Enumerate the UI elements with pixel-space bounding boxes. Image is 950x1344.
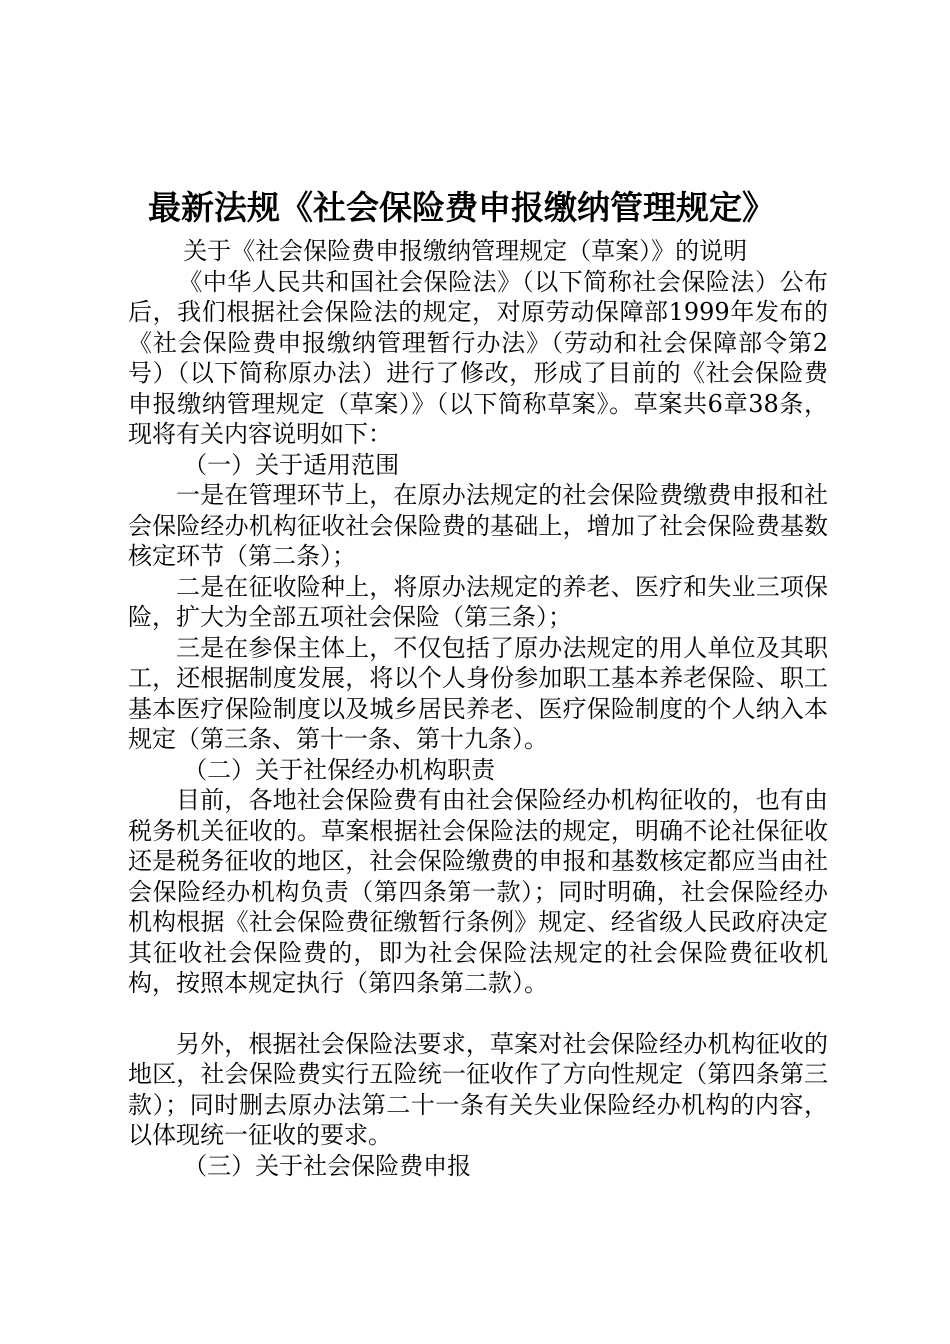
document-title: 最新法规《社会保险费申报缴纳管理规定》 — [148, 188, 775, 227]
intro-paragraph: 《中华人民共和国社会保险法》（以下简称社会保险法）公布后，我们根据社会保险法的规定，对原劳动保障部1999年发布的《社会保险费申报缴纳管理暂行办法》（劳动和社会保障部令第2号）（以下简称原办法）进行了修改，形成了目前的《社会保险费申报缴纳管理规定（草案）》（以下简称草案》。草案共6章38条，现将有关内容说明如下： — [128, 267, 828, 448]
paragraph-spacer — [128, 999, 828, 1029]
section-2-paragraph-1: 目前，各地社会保险费有由社会保险经办机构征收的，也有由税务机关征收的。草案根据社会保险法的规定，明确不论社保征收还是税务征收的地区，社会保险缴费的申报和基数核定都应当由社会保险经办机构负责（第四条第一款）；同时明确，社会保险经办机构根据《社会保险费征缴暂行条例》规定、经省级人民政府决定其征收社会保险费的，即为社会保险法规定的社会保险费征收机构，按照本规定执行（第四条第二款）。 — [128, 786, 828, 997]
section-1-paragraph-1: 一是在管理环节上，在原办法规定的社会保险费缴费申报和社会保险经办机构征收社会保险费的基础上，增加了社会保险费基数核定环节（第二条）； — [128, 481, 828, 570]
intro-title: 关于《社会保险费申报缴纳管理规定（草案）》的说明 — [183, 237, 748, 265]
document-page — [128, 180, 828, 1181]
section-2-heading: （二）关于社保经办机构职责 — [183, 755, 496, 784]
section-1-paragraph-2: 二是在征收险种上，将原办法规定的养老、医疗和失业三项保险，扩大为全部五项社会保险（第三条）； — [128, 572, 828, 631]
section-3-heading: （三）关于社会保险费申报 — [183, 1151, 472, 1180]
section-1-paragraph-3: 三是在参保主体上，不仅包括了原办法规定的用人单位及其职工，还根据制度发展，将以个人身份参加职工基本养老保险、职工基本医疗保险制度以及城乡居民养老、医疗保险制度的个人纳入本规定（第三条、第十一条、第十九条）。 — [128, 633, 828, 753]
section-1-heading: （一）关于适用范围 — [183, 450, 400, 479]
section-2-paragraph-2: 另外，根据社会保险法要求，草案对社会保险经办机构征收的地区，社会保险费实行五险统一征收作了方向性规定（第四条第三款）；同时删去原办法第二十一条有关失业保险经办机构的内容，以体现统一征收的要求。 — [128, 1029, 828, 1149]
